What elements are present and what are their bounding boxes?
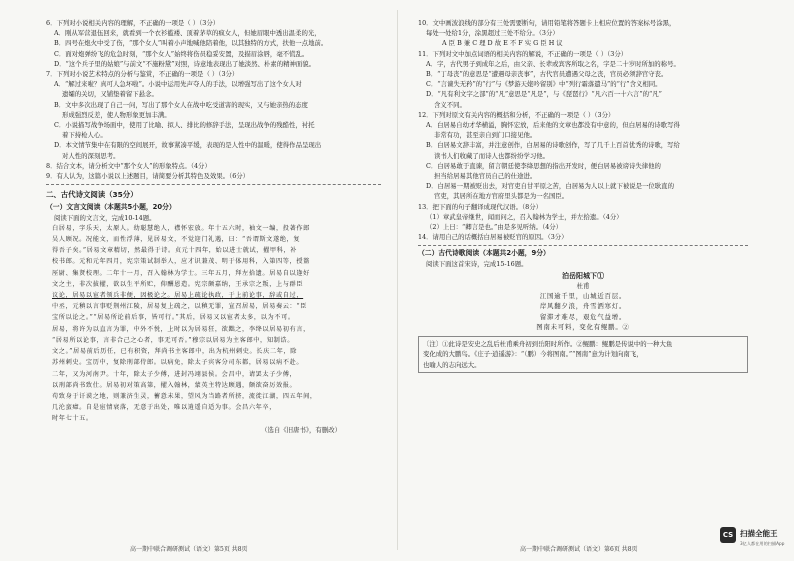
passage-line: 文之主，非次拔擢，欲以生平所贮，仰酬恩造。宪宗颇嘉纳，王承宗之叛，上与群臣: [52, 280, 304, 288]
passage-line: 吴人顾况。况能文，而性浮薄，见居易文，不觉迎门礼遇，曰：“吾谓斯文遂绝，复: [52, 236, 301, 244]
camscanner-watermark: [720, 525, 786, 553]
q8: 8．结合文本，请分析文中“那个女人”的形象特点。（4分）: [46, 161, 211, 170]
passage-line: 文之。”居易前后历任，已有积资，拜尚书主客郎中，出为杭州刺史。长庆二年，除: [52, 348, 298, 356]
poem-line: 岸风翻夕浪，舟雪洒寒灯。: [539, 302, 627, 311]
passage-line: 厔尉、集贤校理。二年十一月，召入翰林为学士。三年五月，拜左拾遗。居易自以逢好: [52, 269, 310, 277]
q11-option-c: C．“言谏失无矜”的“行”与《梦游天姥吟留别》中“列行霜落遣马”的“行”含义相同。: [426, 80, 662, 89]
q6-stem: 6．下列对小说相关内容的理解，不正确的一项是（ ）（3分）: [46, 19, 220, 27]
q12-option-c-cont: 担当给居易其他官员自己的仕途进。: [434, 172, 537, 181]
passage-line-underlined: 议论，居易以宦者领兵非便，因极论之。居易上疏论执政，于上前论事，辞或自过，: [52, 292, 304, 300]
q7-option-c: C．小说描写战争场面中，使用了比喻、拟人、排比的修辞手法，呈现出战争的残酷性，衬托: [54, 121, 315, 130]
q12-option-a: A．白居易自幼才华横溢，胸怀宏放，后来他的文章也都没有中意的，但白居易的诗歌写得: [426, 121, 680, 130]
q12-option-b-cont: 读书人们收藏了而诗人也都纷纷学习他。: [434, 151, 550, 160]
classical-passage: [46, 223, 381, 425]
subsection-heading: （二）古代诗歌阅读（本题共2小题，9分）: [418, 249, 550, 258]
q10-stem: 10．文中画波浪线的部分有三处需要断句，请用铅笔将答题卡上相应位置的答案标号涂黑，: [418, 19, 676, 27]
page-fold-line: [397, 10, 398, 550]
q12-stem: 12．下列对原文有关内容的概括和分析，不正确的一项是（ ）（3分）: [418, 110, 615, 119]
q12-option-d-cont: 官吏，其居所在地方官府里头都是为一名国臣。: [434, 192, 569, 201]
q7-option-b-cont: 形成强烈反差，使人物形象更加丰满。: [62, 110, 171, 119]
reading-instruction: 阅读下面的文言文，完成10-14题。: [54, 213, 156, 222]
q11-stem: 11．下列对文中加点词语的相关内容的解说，不正确的一项是（ ）（3分）: [418, 49, 628, 58]
annotation-line: 〔注〕①此诗是安史之乱后杜甫乘舟初到岳阳时所作。②鲲鹏：鲲鹏是传说中的一种大鱼: [423, 340, 673, 349]
q7-option-b: B．文中多次出现了自己一问，写出了那个女人在战中吃受道害的现实，又与她亲热的态度: [54, 100, 308, 109]
section-divider: [46, 184, 381, 185]
q12-option-c: C．白居易敢于直谏，留言朝廷使李绛思想的指出开发时，便白居易被谤诗失律他的: [426, 161, 661, 170]
q13-stem: 13．把下面的句子翻译成现代汉语。（8分）: [418, 202, 543, 211]
passage-line: 几沦蛮瘴。自是宦情衰落，无意于出处，唯以逍遥自适为事。会昌六年卒，: [52, 404, 276, 412]
annotation-line: 也喻人的志向远大。: [423, 360, 481, 369]
camscanner-logo-icon: CS: [720, 527, 736, 543]
section-divider: [418, 245, 748, 246]
q7-option-d-cont: 对人性的深刻思考。: [62, 151, 120, 160]
q12-option-a-cont: 非常有功，甚至亲自到门口接见他。: [434, 131, 537, 140]
q10-cont: 每处一处给1分，涂黑超过三处不给分。（3分）: [426, 29, 559, 38]
q6-option-c: C．面对炮弹纷飞的危急时刻，“那个女人”始终将伤员稳妥安置，及描眉涂唇，毫不慌乱。: [54, 49, 309, 58]
passage-line: 时年七十五。: [52, 415, 93, 423]
passage-line: 校书郎。元和元年四月，宪宗策试制举人，应才识兼茂、明于体用科，入第四等，授盩: [52, 258, 310, 266]
section-heading: 二、古代诗文阅读（35分）: [46, 190, 138, 200]
right-page: [418, 18, 748, 373]
q11-option-d-cont: 含义不同。: [434, 100, 466, 109]
q7-option-a: A．“解过来啦？真可人急坏啦”。小说中运用先声夺人的手法，以增强写出了这个女人对: [54, 80, 302, 89]
q11-option-a: A．字，古代男子到成年之后，由父亲、长辈或宾客所取之名，字是二十岁时所加的称号。: [426, 59, 680, 68]
right-page-footer: 高一期中联合调研测试（语文）第6页 共8页: [520, 546, 638, 553]
q6-option-a: A．刚从军营退伍回来，就看到一个衣衫褴褛、顶着茅草的疯女人，但她眉眼中透出温柔的光，: [54, 29, 321, 38]
q11-option-b: B．“丁母丧”的意思是“遭遇母亲丧事”，古代官员遭遇父母之丧，官员必须辞官守丧。: [426, 70, 668, 79]
q7-option-d: D．本文情节集中在有限的空间展开，故事紧凑平缓，表现的是人性中的温暖，使得作品呈现出: [54, 141, 322, 150]
q6-option-b: B．四号在炮火中受了伤，“那个女人”叫着小声地喊他陪着他，以其独特的方式，扶他一点地前。: [54, 39, 328, 48]
q13-part-1: （1）章武皇帝继世，闻而问之，召入翰林为学士，并左拾遗。（4分）: [426, 212, 623, 221]
poem-line: 江国逾千里，山城近百层。: [539, 292, 627, 301]
passage-line: 以刑部尚书致仕。居易初对策高第，擢入翰林，蒙英主特达顾遇，颇欲奋厉效报。: [52, 381, 297, 389]
annotation-line: 变化成的大鹏鸟。《庄子·逍遥游》：“（鹏）今将图南。”“图南”意为计划向南飞，: [423, 350, 643, 359]
q7-option-a-cont: 遗孀的关切，又铺垫着留下悬念。: [62, 90, 158, 99]
passage-line: “居易所以论事，言非合己之心者，事无可否。”穆宗以居易为主客郎中，知制诰。: [52, 336, 294, 344]
poem-author: 杜甫: [576, 282, 590, 291]
passage-line: 中丞，元稹以言事贬荆州江陵，居易复上疏之，以稹无罪，宣召居易，居易奏云：“臣: [52, 303, 307, 311]
reading-instruction: 阅读下面这首宋诗，完成15-16题。: [426, 259, 528, 268]
poem-line: 留滞才难尽，艰危气益增。: [539, 312, 627, 321]
q14: 14．请用自己的话概括白居易被贬官的原因。（3分）: [418, 233, 568, 242]
passage-line: 二年，又为河南尹。十年，除太子少傅，进封冯翊县侯。会昌中，请罢太子少傅，: [52, 370, 297, 378]
passage-line: 苏州刺史。宝历中，复除刑部侍郎。以病免，除太子宾客分司东都，居易以病不赴。: [52, 359, 304, 367]
watermark-app-name: 扫描全能王: [740, 529, 778, 538]
q12-option-b: B．白居易文辞丰富，并注意创作，白居易的诗歌创作，写了几千上百首优秀的诗歌，写给: [426, 141, 680, 150]
subsection-heading: （一）文言文阅读（本题共5小题，20分）: [46, 203, 176, 212]
q7-stem: 7．下列对小说艺术特点的分析与鉴赏，不正确的一项是（ ）（3分）: [46, 70, 239, 79]
q6-option-d: D．“这个兵子里的姑娘”与前文“不施粉黛”对照，诗意地表现出了她淡然、朴素的精神面貌。: [54, 59, 316, 68]
passage-source: （选自《旧唐书》，有删改）: [261, 425, 341, 434]
q7-option-c-cont: 着下持枪人心。: [62, 131, 107, 140]
q11-option-d: D．“凡有利文字之部”的“凡”意思是“凡是”，与《琵琶行》“凡六百一十六言”的“凡”: [426, 90, 662, 99]
poem-annotation-box: [418, 336, 748, 373]
q10-sentence: A 臣 B 兼 C 理 D 故 E 不 F 实 G 臣 H 议: [442, 39, 563, 48]
watermark-tagline: 3亿人都在用的扫描App: [740, 541, 785, 546]
poem-line: 图南未可料，变化有鲲鹏。②: [536, 322, 630, 331]
passage-line: 白居易，字乐天，太原人。幼聪慧绝人，襟怀宏放。年十五六时，袖文一编，投著作郎: [52, 224, 310, 232]
passage-line: 居易，将许为以直言为罪，中外不悦，上时以为居易狂，欲黜之，李绛以居易初有言，: [52, 325, 310, 333]
left-page-footer: 高一期中联合调研测试（语文）第5页 共8页: [130, 546, 248, 553]
q9: 9．有人认为，这篇小说以上述题目，请简要分析其特色及效果。（6分）: [46, 172, 250, 181]
poem-title: 泊岳阳城下①: [562, 270, 604, 280]
passage-line: 苟致身于讦谟之地，则兼济生灵，蓄意未果，望风为当路者所挤，流徙江湖，四五年间，: [52, 392, 317, 400]
left-page: [46, 18, 381, 435]
passage-line: 得吾子矣。”居易文章精切，然最得于诗。贞元十四年，始以进士就试，擢甲科，补: [52, 247, 298, 255]
passage-line: 宝所以论之。”“居易所论前后事，皆可行。”其后，居易又以宦者太多，以为不可。: [52, 314, 295, 322]
q13-part-2: （2）上曰：“卿言是也。”由是多见听纳。（4分）: [426, 223, 563, 232]
q12-option-d: D．白居易一期被贬出去，对官吏自甘平原之苦，白居易为人以上就下被说是一位耿直的: [426, 182, 674, 191]
